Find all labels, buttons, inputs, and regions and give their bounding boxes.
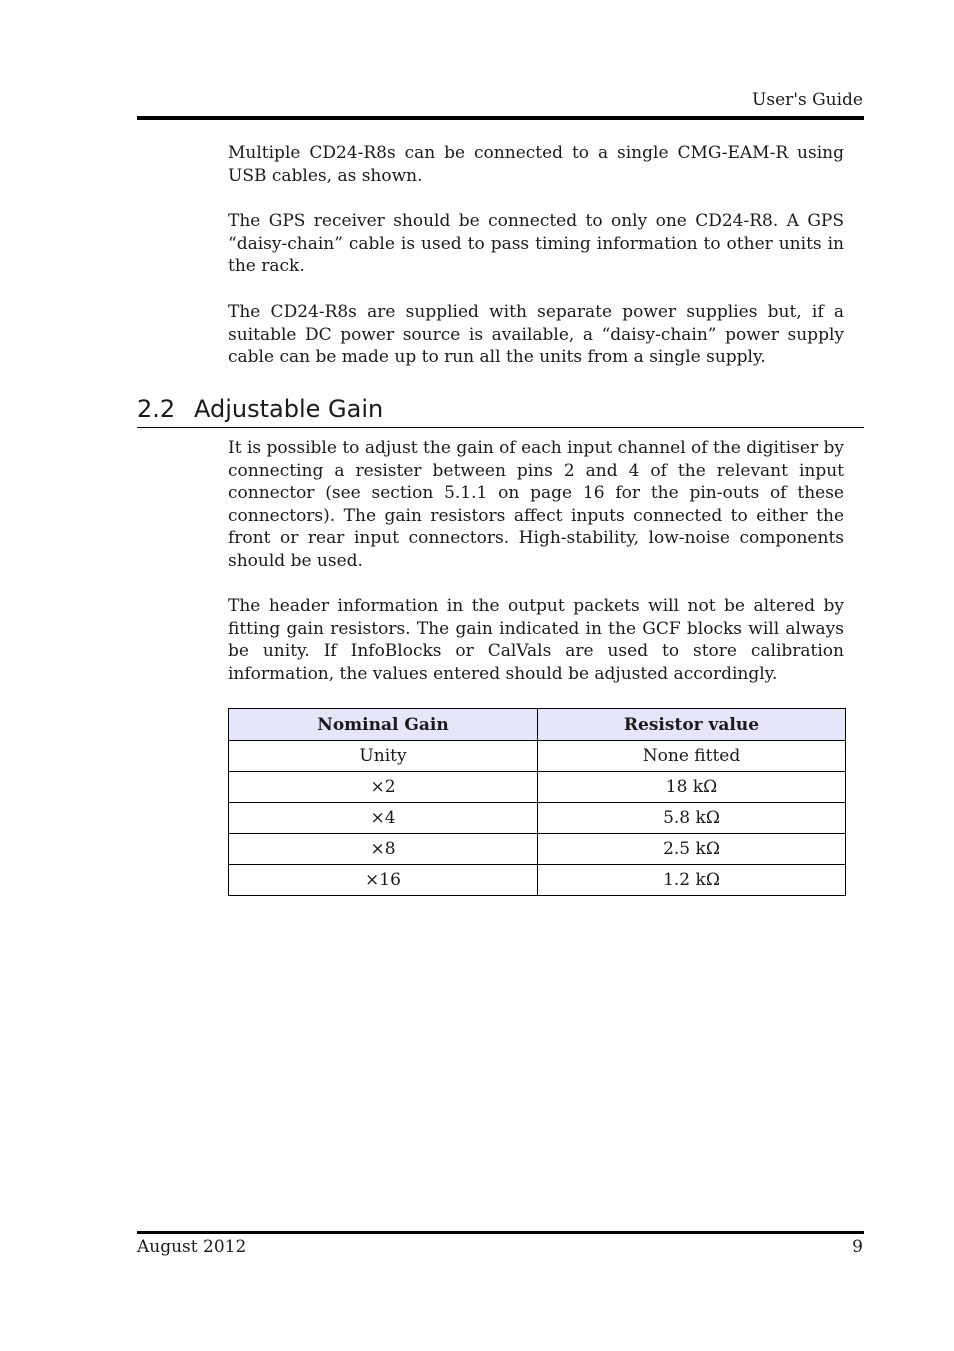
cell-nominal-gain: ×8 [229,834,538,865]
cell-nominal-gain: ×4 [229,803,538,834]
footer-date: August 2012 [137,1237,247,1257]
header-rule [137,116,864,120]
table-row [229,865,846,896]
cell-nominal-gain: ×2 [229,772,538,803]
table-row [229,741,846,772]
cell-resistor-value: 18 kΩ [538,772,846,803]
page-header-title: User's Guide [752,90,863,110]
section-paragraph-1: It is possible to adjust the gain of each input channel of the digitiser by connecting a resister between pins 2 and 4 of the relevant input connector (see section 5.1.1 on page 16 for the pin-outs of these connectors). The gain resistors affect inputs connected to either the front or rear input connectors. High-stability, low-noise components should be used. [228,438,844,571]
table-row [229,772,846,803]
intro-paragraph-3: The CD24-R8s are supplied with separate power supplies but, if a suitable DC power source is available, a “daisy-chain” power supply cable can be made up to run all the units from a single supply. [228,302,844,368]
section-title: Adjustable Gain [194,395,384,423]
page-number: 9 [852,1237,863,1257]
section-number: 2.2 [137,395,176,423]
section-paragraph-2: The header information in the output packets will not be altered by fitting gain resistors. The gain indicated in the GCF blocks will always be unity. If InfoBlocks or CalVals are used to store calibration information, the values entered should be adjusted accordingly. [228,596,844,684]
intro-paragraph-2: The GPS receiver should be connected to only one CD24-R8. A GPS “daisy-chain” cable is used to pass timing information to other units in the rack. [228,211,844,277]
cell-resistor-value: 2.5 kΩ [538,834,846,865]
cell-nominal-gain: Unity [229,741,538,772]
column-header-nominal-gain: Nominal Gain [229,709,538,741]
table-row [229,803,846,834]
column-header-resistor-value: Resistor value [538,709,846,741]
table-row [229,834,846,865]
gain-resistor-table [228,708,846,896]
intro-paragraph-1: Multiple CD24-R8s can be connected to a single CMG-EAM-R using USB cables, as shown. [228,143,844,186]
cell-nominal-gain: ×16 [229,865,538,896]
cell-resistor-value: 1.2 kΩ [538,865,846,896]
table-header-row [229,709,846,741]
cell-resistor-value: 5.8 kΩ [538,803,846,834]
footer-rule [137,1231,864,1234]
cell-resistor-value: None fitted [538,741,846,772]
section-heading [137,393,864,428]
